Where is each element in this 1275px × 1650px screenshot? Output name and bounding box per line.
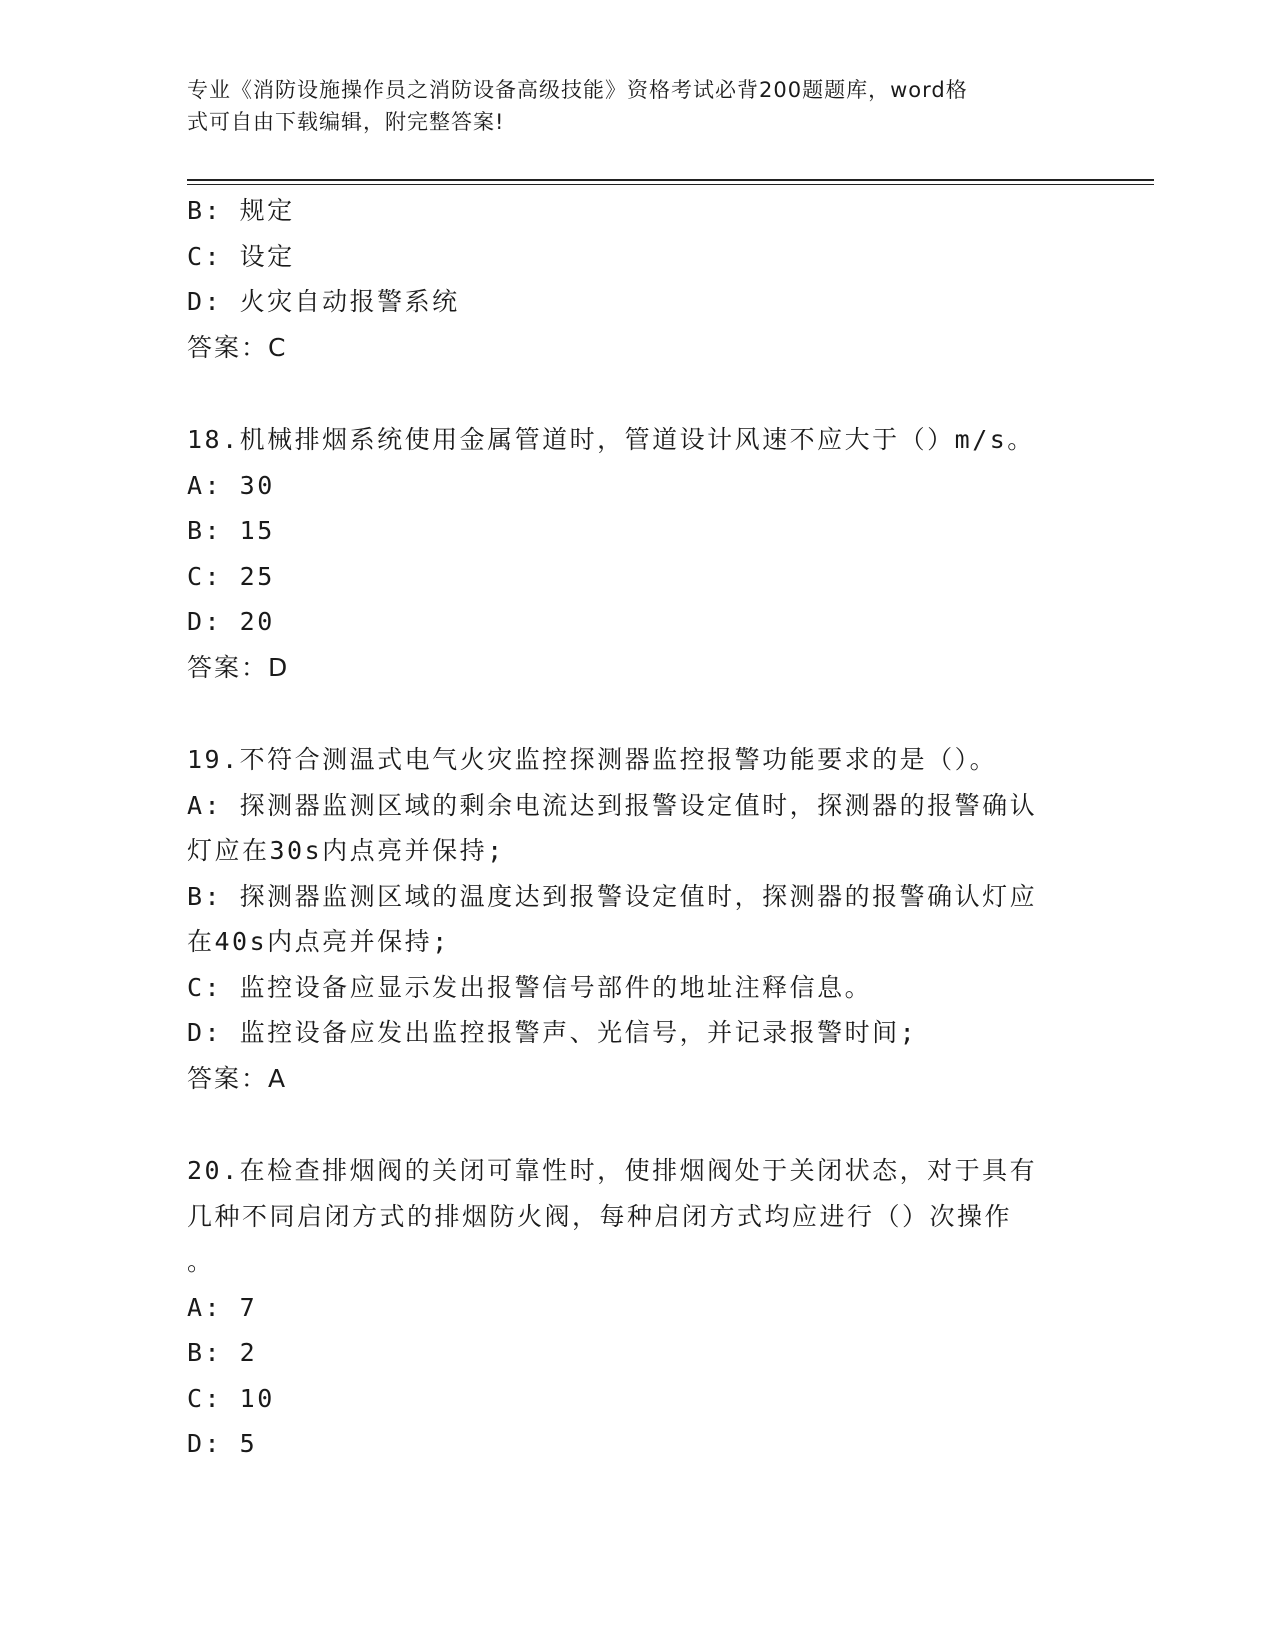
option-c: C: 10 bbox=[187, 1383, 275, 1413]
header-divider-thick bbox=[187, 179, 1154, 181]
question-stem-end: 。 bbox=[187, 1247, 215, 1276]
question-18 bbox=[187, 417, 1087, 690]
question-17-tail bbox=[187, 188, 1087, 370]
option-a: A: 探测器监测区域的剩余电流达到报警设定值时，探测器的报警确认 bbox=[187, 790, 1038, 820]
spacer bbox=[187, 370, 1087, 417]
option-d: D: 监控设备应发出监控报警声、光信号，并记录报警时间; bbox=[187, 1018, 918, 1047]
question-20 bbox=[187, 1148, 1087, 1467]
header-divider-thin bbox=[187, 184, 1154, 185]
spacer bbox=[187, 690, 1087, 737]
question-19 bbox=[187, 737, 1087, 1101]
option-a: A: 7 bbox=[187, 1292, 258, 1322]
header-line-1: 专业《消防设施操作员之消防设备高级技能》资格考试必背200题题库，word格 bbox=[187, 78, 968, 102]
option-b: B: 探测器监测区域的温度达到报警设定值时，探测器的报警确认灯应 bbox=[187, 881, 1038, 911]
option-b: B: 15 bbox=[187, 516, 275, 545]
option-b-continued: 在40s内点亮并保持; bbox=[187, 927, 450, 956]
question-stem-continued: 几种不同启闭方式的排烟防火阀，每种启闭方式均应进行（）次操作 bbox=[187, 1201, 1013, 1231]
answer: 答案：A bbox=[187, 1063, 288, 1093]
question-stem: 18.机械排烟系统使用金属管道时，管道设计风速不应大于（）m/s。 bbox=[187, 425, 1035, 454]
document-header bbox=[187, 74, 1067, 138]
question-stem: 19.不符合测温式电气火灾监控探测器监控报警功能要求的是（）。 bbox=[187, 745, 998, 774]
option-b: B: 规定 bbox=[187, 196, 295, 225]
option-c: C: 监控设备应显示发出报警信号部件的地址注释信息。 bbox=[187, 972, 873, 1002]
option-d: D: 火灾自动报警系统 bbox=[187, 287, 460, 316]
option-d: D: 20 bbox=[187, 607, 275, 636]
header-line-2: 式可自由下载编辑，附完整答案! bbox=[187, 110, 505, 134]
spacer bbox=[187, 1101, 1087, 1148]
option-c: C: 25 bbox=[187, 561, 275, 591]
answer: 答案：C bbox=[187, 332, 288, 362]
option-d: D: 5 bbox=[187, 1429, 258, 1458]
option-c: C: 设定 bbox=[187, 241, 295, 271]
question-list bbox=[187, 188, 1087, 1467]
option-a-continued: 灯应在30s内点亮并保持; bbox=[187, 836, 505, 865]
option-b: B: 2 bbox=[187, 1338, 258, 1367]
option-a: A: 30 bbox=[187, 470, 275, 500]
answer: 答案：D bbox=[187, 652, 290, 682]
question-stem: 20.在检查排烟阀的关闭可靠性时，使排烟阀处于关闭状态，对于具有 bbox=[187, 1156, 1038, 1185]
